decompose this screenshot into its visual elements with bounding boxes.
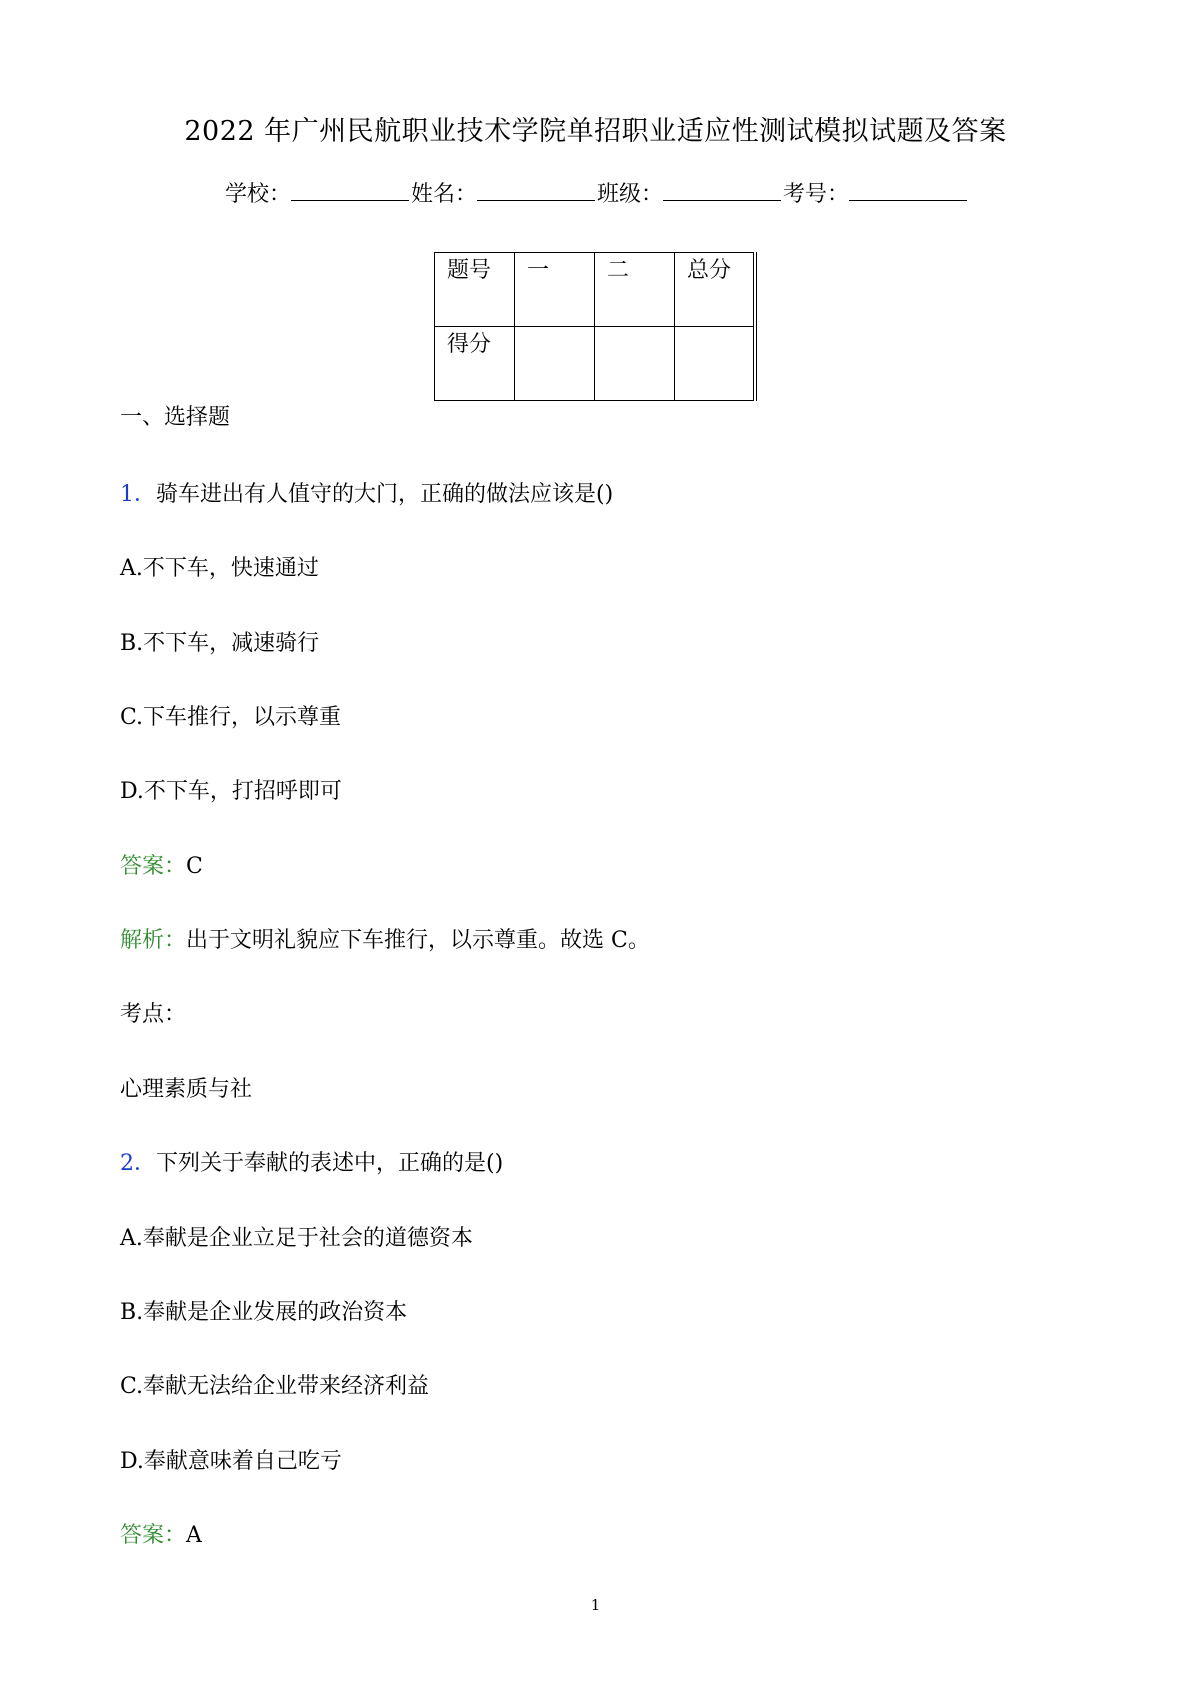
table-cell: 一 [515,253,595,327]
table-cell: 总分 [675,253,755,327]
option-d: D.不下车，打招呼即可 [120,779,342,804]
table-cell [675,327,755,401]
option-d: D.奉献意味着自己吃亏 [120,1449,342,1474]
page-number: 1 [590,1596,601,1614]
school-label: 学校： [225,182,292,207]
kaodian-label: 考点： [120,1002,187,1027]
kaodian-text: 心理素质与社 [120,1077,253,1102]
answer-label: 答案： [120,854,187,879]
question-1 [120,479,613,511]
school-blank [291,174,409,201]
question-stem: 骑车进出有人值守的大门，正确的做法应该是() [156,482,614,507]
option-c: C.奉献无法给企业带来经济利益 [120,1374,430,1399]
class-blank [663,174,781,201]
table-cell [515,327,595,401]
section-heading: 一、选择题 [120,405,231,430]
number-label: 考号： [783,182,850,207]
analysis-label: 解析： [120,928,187,953]
table-cell: 二 [595,253,675,327]
student-info-line [225,174,969,213]
class-label: 班级： [597,182,664,207]
analysis-line [120,925,650,957]
question-number: 1． [120,482,156,507]
table-row [435,327,755,401]
number-blank [849,174,967,201]
page-title: 2022 年广州民航职业技术学院单招职业适应性测试模拟试题及答案 [184,116,1007,147]
question-number: 2． [120,1151,156,1176]
option-b: B.不下车，减速骑行 [120,631,320,656]
table-row [435,253,755,327]
option-c: C.下车推行，以示尊重 [120,705,342,730]
name-blank [477,174,595,201]
score-table [434,252,757,401]
answer-label: 答案： [120,1523,187,1548]
table-cell: 题号 [435,253,515,327]
table-cell [595,327,675,401]
analysis-text: 出于文明礼貌应下车推行，以示尊重。故选 C。 [186,928,650,953]
question-stem: 下列关于奉献的表述中，正确的是() [156,1151,504,1176]
answer-line [120,851,203,883]
name-label: 姓名： [411,182,478,207]
answer-value: C [186,854,203,879]
answer-value: A [186,1523,202,1548]
question-2 [120,1148,503,1180]
option-a: A.不下车，快速通过 [120,556,319,581]
option-b: B.奉献是企业发展的政治资本 [120,1300,408,1325]
answer-line [120,1520,202,1552]
option-a: A.奉献是企业立足于社会的道德资本 [120,1226,473,1251]
table-cell: 得分 [435,327,515,401]
